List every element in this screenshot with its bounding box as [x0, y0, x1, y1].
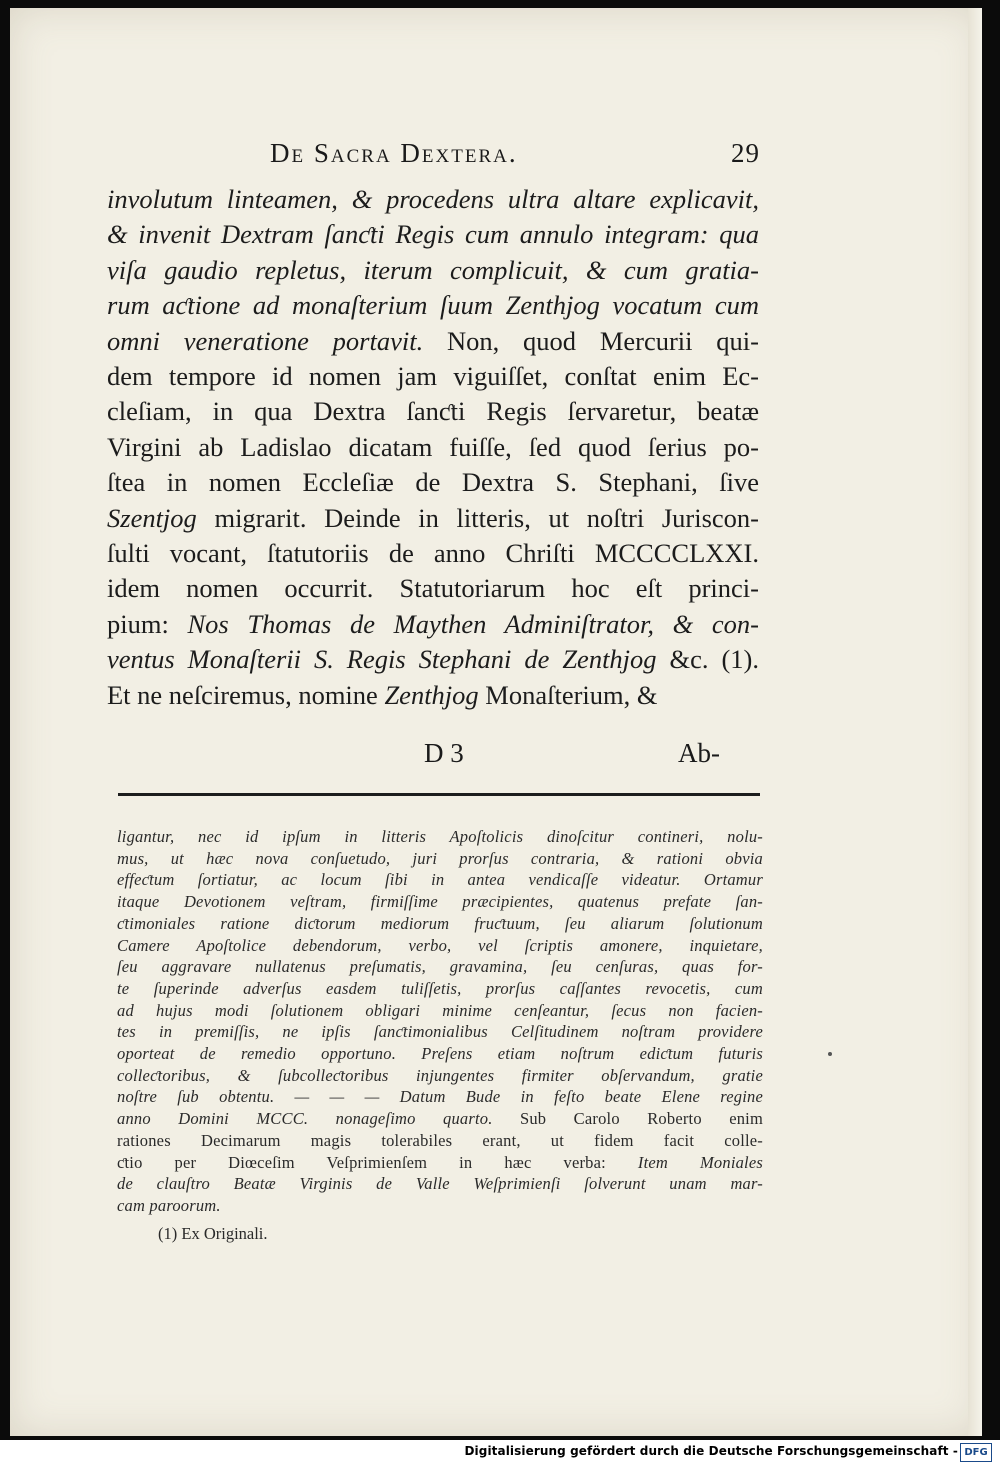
- note-line: [117, 1043, 763, 1065]
- text-segment: idem nomen occurrit. Statutoriarum hoc eſt princi-: [107, 573, 759, 604]
- main-text-block: [107, 182, 759, 713]
- text-segment: Item Moniales: [637, 1152, 763, 1172]
- text-segment: Virgini ab Ladislao dicatam fuiſſe, ſed quod ſerius po-: [107, 431, 759, 462]
- note-line: [117, 978, 763, 1000]
- text-segment: involutum linteamen, & procedens ultra altare explicavit,: [107, 184, 759, 214]
- text-segment: de clauſtro Beatæ Virginis de Valle Weſprimienſi ſolverunt unam mar-: [117, 1174, 763, 1194]
- note-line: [117, 935, 763, 957]
- text-segment: anno Domini MCCC. nonageſimo quarto.: [117, 1109, 493, 1129]
- note-line: [117, 1065, 763, 1087]
- body-line: [107, 501, 759, 536]
- text-segment: Zenthjog: [384, 679, 479, 710]
- text-segment: viſa gaudio repletus, iterum complicuit, & cum gratia-: [107, 254, 759, 285]
- note-line: [117, 1000, 763, 1022]
- text-segment: itaque Devotionem veſtram, firmiſſime præcipientes, quatenus prefate ſan-: [117, 892, 763, 912]
- text-segment: &c. (1).: [656, 644, 759, 675]
- text-segment: pium:: [107, 608, 188, 639]
- note-line: [117, 913, 763, 935]
- note-line: [117, 1152, 763, 1174]
- footnote-rule: [118, 793, 760, 796]
- body-line: [107, 571, 759, 606]
- text-segment: mus, ut hæc nova conſuetudo, juri prorſus contraria, & rationi obvia: [117, 848, 763, 868]
- note-line: [117, 891, 763, 913]
- text-segment: cam paroorum.: [117, 1195, 221, 1215]
- text-segment: effeƈtum ſortiatur, ac locum ſibi in antea vendicaſſe videatur. Ortamur: [117, 870, 763, 890]
- text-segment: ƈtio per Diœceſim Veſprimienſem in hæc verba:: [117, 1152, 638, 1172]
- body-line: [107, 536, 759, 571]
- note-line: [117, 1173, 763, 1195]
- text-segment: ſtea in nomen Eccleſiæ de Dextra S. Stephani, ſive: [107, 467, 759, 498]
- text-segment: noſtre ſub obtentu. — — — Datum Bude in feſto beate Elene regine: [117, 1087, 763, 1107]
- note-line: [117, 1195, 763, 1217]
- note-line: [117, 1086, 763, 1108]
- note-line: [117, 956, 763, 978]
- text-segment: rum aƈtione ad monaſterium ſuum Zenthjog vocatum cum: [107, 290, 759, 321]
- page-edge: [968, 8, 982, 1436]
- body-line: [107, 288, 759, 323]
- text-segment: Szentjog: [107, 502, 197, 533]
- funding-credit: Digitalisierung gefördert durch die Deutsche Forschungsgemeinschaft -: [464, 1444, 958, 1458]
- text-segment: tes in premiſſis, ne ipſis ſanƈtimonialibus Celſitudinem noſtram providere: [117, 1022, 763, 1042]
- catchword: Ab-: [678, 738, 720, 768]
- running-head-title: De Sacra Dextera.: [270, 138, 518, 168]
- footnote-continuation-block: [117, 826, 763, 1217]
- note-line: [117, 848, 763, 870]
- text-segment: Nos Thomas de Maythen Adminiſtrator, & con-: [187, 608, 759, 639]
- body-line: [107, 465, 759, 500]
- body-line: [107, 607, 759, 642]
- text-segment: ſulti vocant, ſtatutoriis de anno Chriſti MCCCCLXXI.: [107, 538, 759, 569]
- text-segment: & invenit Dextram ſanƈti Regis cum annulo integram: qua: [107, 219, 759, 250]
- text-segment: migrarit. Deinde in litteris, ut noſtri Juriscon-: [196, 502, 759, 533]
- body-line: [107, 430, 759, 465]
- text-segment: Et ne neſciremus, nomine: [107, 679, 385, 710]
- text-segment: ad hujus modi ſolutionem obligari minime cenſeantur, ſecus non facien-: [117, 1000, 763, 1020]
- text-segment: ſeu aggravare nullatenus preſumatis, gravamina, ſeu cenſuras, quas for-: [117, 957, 763, 977]
- text-segment: Camere Apoſtolice debendorum, verbo, vel ſcriptis amonere, inquietare,: [117, 935, 763, 955]
- text-segment: ligantur, nec id ipſum in litteris Apoſtolicis dinoſcitur contineri, nolu-: [117, 827, 763, 846]
- signature-mark: D 3: [424, 738, 464, 768]
- text-segment: Non, quod Mercurii qui-: [423, 325, 759, 356]
- text-segment: cleſiam, in qua Dextra ſanƈti Regis ſervaretur, beatæ: [107, 396, 759, 427]
- body-line: [107, 217, 759, 252]
- note-line: [117, 1021, 763, 1043]
- note-line: [117, 1108, 763, 1130]
- text-segment: rationes Decimarum magis tolerabiles erant, ut fidem facit colle-: [117, 1130, 763, 1150]
- dfg-logo-icon: DFG: [960, 1443, 992, 1462]
- body-line: [107, 678, 759, 713]
- page-number: 29: [731, 138, 760, 168]
- body-line: [107, 324, 759, 359]
- text-segment: te ſuperinde adverſus easdem tuliſſetis, prorſus caſſantes revocetis, cum: [117, 978, 763, 998]
- text-segment: dem tempore id nomen jam viguiſſet, conſtat enim Ec-: [107, 361, 759, 392]
- footnote-1: (1) Ex Originali.: [158, 1224, 268, 1243]
- text-segment: omni veneratione portavit.: [107, 325, 424, 356]
- note-line: [117, 1130, 763, 1152]
- body-line: [107, 253, 759, 288]
- body-line: [107, 359, 759, 394]
- body-line: [107, 642, 759, 677]
- text-segment: colleƈtoribus, & ſubcolleƈtoribus injungentes firmiter obſervandum, gratie: [117, 1065, 763, 1085]
- digitization-footer: [0, 1440, 1000, 1466]
- text-segment: oporteat de remedio opportuno. Preſens etiam noſtrum ediƈtum futuris: [117, 1044, 763, 1064]
- text-segment: ƈtimoniales ratione diƈtorum mediorum fruƈtuum, ſeu aliarum ſolutionum: [117, 913, 763, 933]
- body-line: [107, 394, 759, 429]
- note-line: [117, 869, 763, 891]
- text-segment: ventus Monaſterii S. Regis Stephani de Zenthjog: [107, 644, 657, 675]
- text-segment: Sub Carolo Roberto enim: [492, 1109, 763, 1129]
- body-line: [107, 182, 759, 217]
- note-line: [117, 826, 763, 848]
- text-segment: Monaſterium, &: [478, 679, 658, 710]
- paper-speck: [828, 1052, 832, 1056]
